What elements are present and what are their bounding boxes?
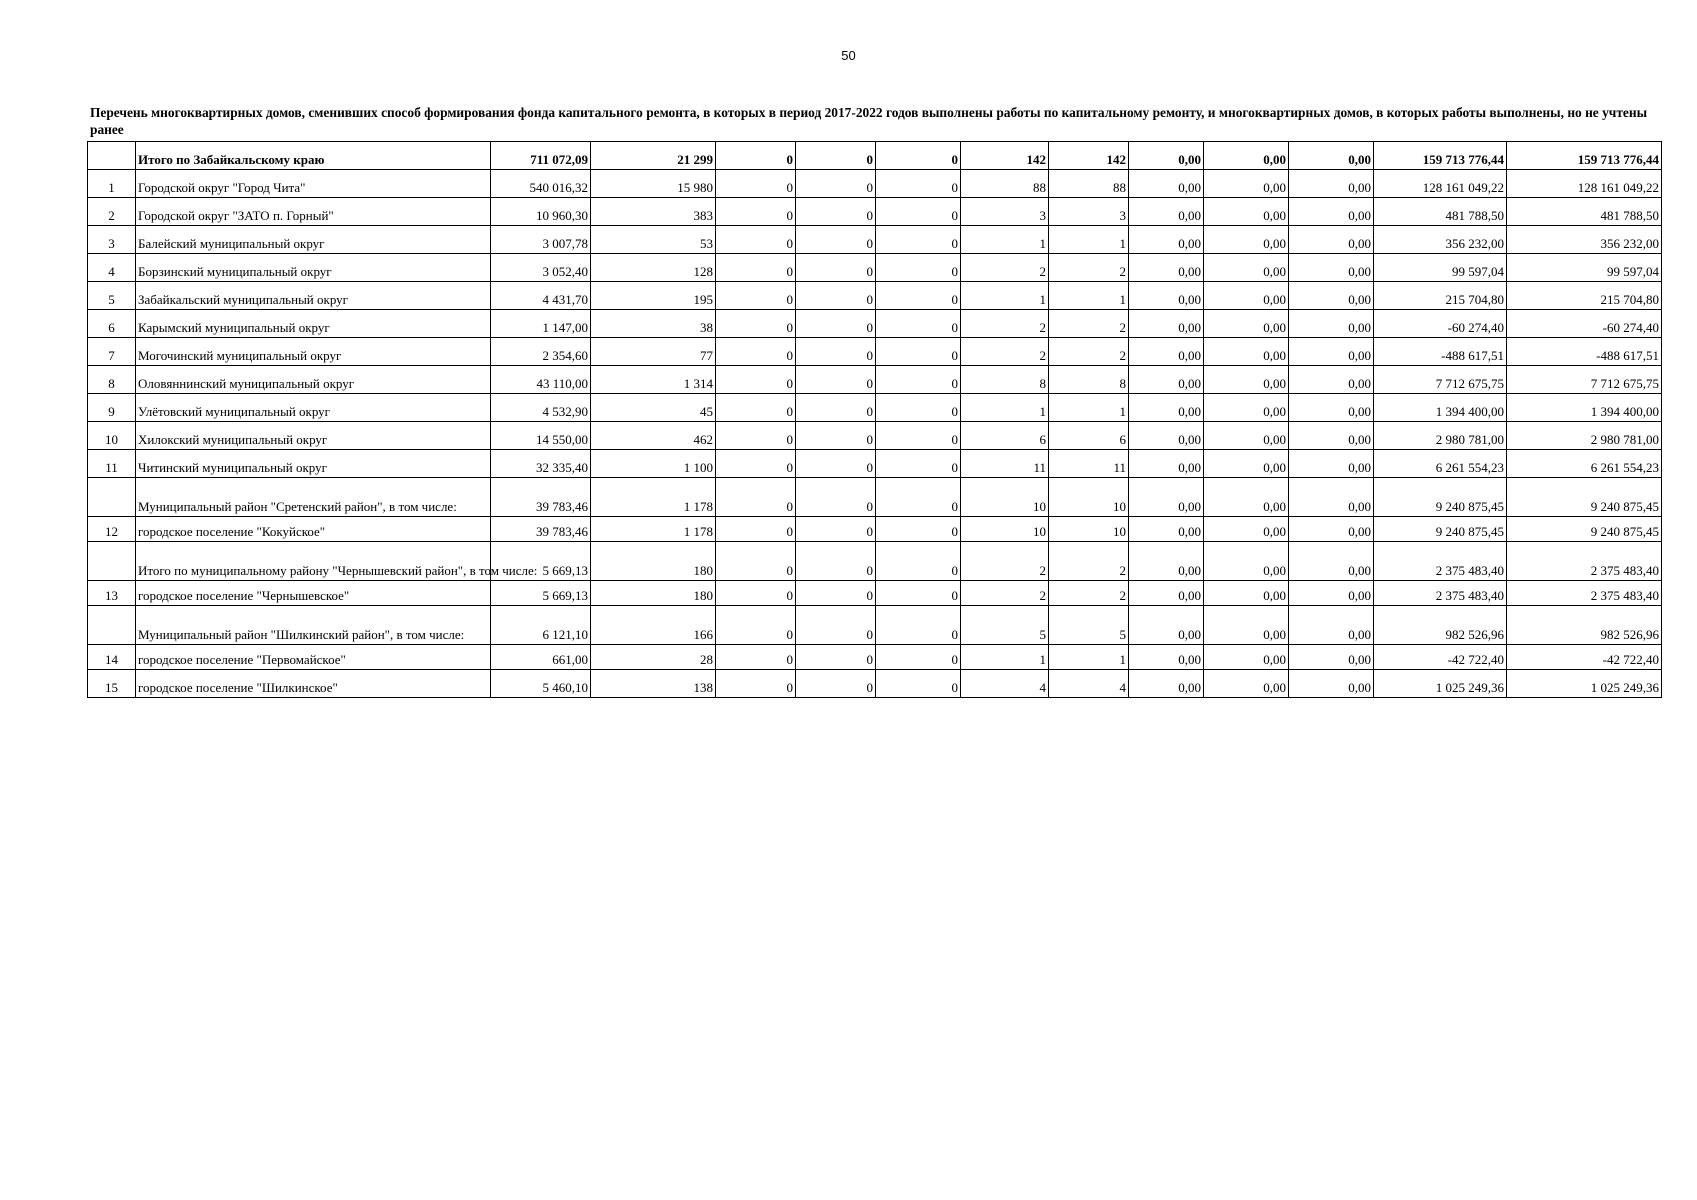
value-cell: 462 — [591, 422, 716, 450]
municipality-name-cell: городское поселение "Кокуйское" — [136, 517, 491, 542]
value-cell: 0 — [796, 422, 876, 450]
value-cell: 0,00 — [1289, 198, 1374, 226]
value-cell: 0,00 — [1129, 394, 1204, 422]
value-cell: 1 — [961, 226, 1049, 254]
value-cell: 0,00 — [1129, 254, 1204, 282]
value-cell: 128 — [591, 254, 716, 282]
value-cell: 0,00 — [1129, 170, 1204, 198]
value-cell: -488 617,51 — [1507, 338, 1662, 366]
value-cell: 0 — [876, 170, 961, 198]
row-number-cell: 6 — [88, 310, 136, 338]
value-cell: 5 460,10 — [491, 670, 591, 698]
value-cell: 0,00 — [1129, 422, 1204, 450]
value-cell: 1 178 — [591, 478, 716, 517]
value-cell: 0 — [876, 422, 961, 450]
municipality-name-cell: Оловяннинский муниципальный округ — [136, 366, 491, 394]
value-cell: 0,00 — [1129, 542, 1204, 581]
row-number-cell: 14 — [88, 645, 136, 670]
value-cell: 2 — [1049, 254, 1129, 282]
row-number-cell: 9 — [88, 394, 136, 422]
value-cell: 14 550,00 — [491, 422, 591, 450]
municipality-name-cell: Балейский муниципальный округ — [136, 226, 491, 254]
value-cell: 0,00 — [1129, 366, 1204, 394]
table-row — [88, 542, 1662, 581]
municipality-name-cell: городское поселение "Шилкинское" — [136, 670, 491, 698]
value-cell: 6 — [1049, 422, 1129, 450]
value-cell: 711 072,09 — [491, 142, 591, 170]
value-cell: 0 — [716, 338, 796, 366]
value-cell: 383 — [591, 198, 716, 226]
value-cell: 0,00 — [1129, 282, 1204, 310]
value-cell: 6 261 554,23 — [1374, 450, 1507, 478]
value-cell: 99 597,04 — [1507, 254, 1662, 282]
value-cell: 0 — [716, 581, 796, 606]
value-cell: 0,00 — [1204, 450, 1289, 478]
value-cell: 2 — [961, 310, 1049, 338]
value-cell: 1 394 400,00 — [1507, 394, 1662, 422]
value-cell: -42 722,40 — [1507, 645, 1662, 670]
value-cell: 0,00 — [1129, 645, 1204, 670]
value-cell: 0 — [716, 542, 796, 581]
value-cell: 3 — [1049, 198, 1129, 226]
value-cell: 10 — [961, 478, 1049, 517]
value-cell: 1 178 — [591, 517, 716, 542]
value-cell: 0 — [876, 542, 961, 581]
value-cell: 0,00 — [1289, 517, 1374, 542]
value-cell: 2 — [961, 542, 1049, 581]
value-cell: 0,00 — [1289, 606, 1374, 645]
value-cell: 32 335,40 — [491, 450, 591, 478]
houses-table — [87, 141, 1662, 698]
value-cell: 0 — [796, 394, 876, 422]
value-cell: 2 980 781,00 — [1374, 422, 1507, 450]
value-cell: 0,00 — [1204, 606, 1289, 645]
value-cell: 0,00 — [1129, 606, 1204, 645]
value-cell: 0 — [716, 198, 796, 226]
value-cell: 1 314 — [591, 366, 716, 394]
value-cell: 45 — [591, 394, 716, 422]
value-cell: 0,00 — [1289, 422, 1374, 450]
value-cell: 0,00 — [1129, 338, 1204, 366]
value-cell: 0 — [716, 226, 796, 254]
page-number: 50 — [841, 48, 856, 63]
value-cell: 0 — [716, 517, 796, 542]
value-cell: 2 375 483,40 — [1507, 542, 1662, 581]
value-cell: 2 354,60 — [491, 338, 591, 366]
value-cell: 11 — [1049, 450, 1129, 478]
table-row — [88, 450, 1662, 478]
value-cell: 0,00 — [1204, 670, 1289, 698]
value-cell: 9 240 875,45 — [1374, 478, 1507, 517]
value-cell: 0,00 — [1204, 310, 1289, 338]
value-cell: 0 — [796, 198, 876, 226]
value-cell: 540 016,32 — [491, 170, 591, 198]
value-cell: 0,00 — [1289, 581, 1374, 606]
value-cell: 2 — [1049, 338, 1129, 366]
value-cell: 8 — [961, 366, 1049, 394]
value-cell: 0,00 — [1204, 338, 1289, 366]
municipality-name-cell: городское поселение "Чернышевское" — [136, 581, 491, 606]
value-cell: 180 — [591, 581, 716, 606]
value-cell: 0,00 — [1204, 170, 1289, 198]
value-cell: 2 — [1049, 310, 1129, 338]
value-cell: 0 — [716, 422, 796, 450]
value-cell: 3 052,40 — [491, 254, 591, 282]
municipality-name-cell: Читинский муниципальный округ — [136, 450, 491, 478]
municipality-name-cell: Хилокский муниципальный округ — [136, 422, 491, 450]
municipality-name-cell: Городской округ "Город Чита" — [136, 170, 491, 198]
value-cell: 21 299 — [591, 142, 716, 170]
value-cell: 2 375 483,40 — [1507, 581, 1662, 606]
value-cell: 0 — [876, 226, 961, 254]
value-cell: 166 — [591, 606, 716, 645]
value-cell: 43 110,00 — [491, 366, 591, 394]
value-cell: 7 712 675,75 — [1507, 366, 1662, 394]
municipality-name-cell: Городской округ "ЗАТО п. Горный" — [136, 198, 491, 226]
value-cell: 88 — [961, 170, 1049, 198]
value-cell: 0 — [796, 450, 876, 478]
value-cell: 0,00 — [1289, 366, 1374, 394]
value-cell: 0 — [716, 254, 796, 282]
value-cell: 128 161 049,22 — [1374, 170, 1507, 198]
value-cell: 0,00 — [1204, 478, 1289, 517]
value-cell: 0 — [876, 450, 961, 478]
value-cell: 0,00 — [1204, 226, 1289, 254]
value-cell: 1 025 249,36 — [1374, 670, 1507, 698]
table-row — [88, 282, 1662, 310]
value-cell: 0 — [876, 366, 961, 394]
value-cell: 159 713 776,44 — [1374, 142, 1507, 170]
row-number-cell — [88, 478, 136, 517]
value-cell: 0,00 — [1289, 310, 1374, 338]
value-cell: 5 — [961, 606, 1049, 645]
value-cell: 0 — [796, 254, 876, 282]
table-row — [88, 338, 1662, 366]
value-cell: 0 — [716, 645, 796, 670]
value-cell: 8 — [1049, 366, 1129, 394]
value-cell: -60 274,40 — [1507, 310, 1662, 338]
value-cell: 0 — [876, 142, 961, 170]
value-cell: 0 — [796, 645, 876, 670]
value-cell: 0,00 — [1129, 517, 1204, 542]
value-cell: 0 — [876, 310, 961, 338]
value-cell: 0 — [876, 606, 961, 645]
value-cell: 0 — [716, 606, 796, 645]
value-cell: 0 — [876, 338, 961, 366]
municipality-name-cell: Улётовский муниципальный округ — [136, 394, 491, 422]
value-cell: 1 — [1049, 226, 1129, 254]
value-cell: 39 783,46 — [491, 478, 591, 517]
value-cell: 0 — [876, 282, 961, 310]
value-cell: 982 526,96 — [1374, 606, 1507, 645]
table-row — [88, 478, 1662, 517]
value-cell: 1 — [961, 282, 1049, 310]
value-cell: 28 — [591, 645, 716, 670]
value-cell: 4 — [1049, 670, 1129, 698]
value-cell: 0 — [796, 581, 876, 606]
value-cell: 88 — [1049, 170, 1129, 198]
table-total-row — [88, 142, 1662, 170]
table-row — [88, 517, 1662, 542]
value-cell: 0,00 — [1289, 542, 1374, 581]
value-cell: 0 — [876, 670, 961, 698]
value-cell: 215 704,80 — [1507, 282, 1662, 310]
value-cell: 11 — [961, 450, 1049, 478]
value-cell: 2 — [1049, 542, 1129, 581]
value-cell: 2 — [961, 254, 1049, 282]
value-cell: 0,00 — [1204, 282, 1289, 310]
value-cell: 5 669,13 — [491, 542, 591, 581]
value-cell: 0,00 — [1289, 394, 1374, 422]
value-cell: 0,00 — [1129, 310, 1204, 338]
value-cell: 2 — [961, 581, 1049, 606]
row-number-cell: 7 — [88, 338, 136, 366]
value-cell: 0,00 — [1204, 254, 1289, 282]
value-cell: 0,00 — [1204, 142, 1289, 170]
value-cell: 2 980 781,00 — [1507, 422, 1662, 450]
value-cell: 0,00 — [1129, 450, 1204, 478]
value-cell: -488 617,51 — [1374, 338, 1507, 366]
value-cell: 0,00 — [1289, 645, 1374, 670]
table-row — [88, 422, 1662, 450]
row-number-cell — [88, 542, 136, 581]
value-cell: 661,00 — [491, 645, 591, 670]
value-cell: 0,00 — [1129, 142, 1204, 170]
value-cell: 982 526,96 — [1507, 606, 1662, 645]
value-cell: 0 — [796, 478, 876, 517]
value-cell: 0,00 — [1204, 366, 1289, 394]
value-cell: 0 — [796, 366, 876, 394]
value-cell: 0,00 — [1129, 226, 1204, 254]
row-number-cell: 15 — [88, 670, 136, 698]
value-cell: 9 240 875,45 — [1507, 478, 1662, 517]
value-cell: 0,00 — [1289, 142, 1374, 170]
value-cell: 6 121,10 — [491, 606, 591, 645]
table-row — [88, 254, 1662, 282]
value-cell: 1 394 400,00 — [1374, 394, 1507, 422]
value-cell: 77 — [591, 338, 716, 366]
value-cell: 39 783,46 — [491, 517, 591, 542]
value-cell: 159 713 776,44 — [1507, 142, 1662, 170]
value-cell: 1 — [1049, 394, 1129, 422]
value-cell: 0,00 — [1289, 450, 1374, 478]
row-number-cell: 2 — [88, 198, 136, 226]
row-number-cell — [88, 606, 136, 645]
value-cell: 0,00 — [1289, 338, 1374, 366]
municipality-name-cell: Муниципальный район "Шилкинский район", в том числе: — [136, 606, 491, 645]
value-cell: 2 375 483,40 — [1374, 542, 1507, 581]
table-row — [88, 226, 1662, 254]
value-cell: 1 147,00 — [491, 310, 591, 338]
value-cell: -60 274,40 — [1374, 310, 1507, 338]
municipality-name-cell: Борзинский муниципальный округ — [136, 254, 491, 282]
value-cell: 142 — [1049, 142, 1129, 170]
row-number-cell: 12 — [88, 517, 136, 542]
value-cell: 53 — [591, 226, 716, 254]
value-cell: 195 — [591, 282, 716, 310]
row-number-cell: 13 — [88, 581, 136, 606]
row-number-cell: 11 — [88, 450, 136, 478]
value-cell: 0,00 — [1204, 394, 1289, 422]
value-cell: 0,00 — [1204, 542, 1289, 581]
row-number-cell: 4 — [88, 254, 136, 282]
value-cell: 0 — [716, 310, 796, 338]
value-cell: 0 — [716, 142, 796, 170]
value-cell: 7 712 675,75 — [1374, 366, 1507, 394]
value-cell: 1 025 249,36 — [1507, 670, 1662, 698]
value-cell: 5 — [1049, 606, 1129, 645]
value-cell: 0 — [796, 142, 876, 170]
row-number-cell: 1 — [88, 170, 136, 198]
value-cell: 3 — [961, 198, 1049, 226]
value-cell: 1 — [961, 645, 1049, 670]
value-cell: 0,00 — [1289, 170, 1374, 198]
value-cell: 0 — [716, 394, 796, 422]
value-cell: 0 — [716, 170, 796, 198]
value-cell: 0,00 — [1289, 478, 1374, 517]
value-cell: 0 — [876, 198, 961, 226]
row-number-cell: 8 — [88, 366, 136, 394]
value-cell: 356 232,00 — [1374, 226, 1507, 254]
value-cell: 0,00 — [1129, 198, 1204, 226]
municipality-name-cell: городское поселение "Первомайское" — [136, 645, 491, 670]
municipality-name-cell: Итого по муниципальному району "Чернышевский район", в том числе: — [136, 542, 491, 581]
table-row — [88, 170, 1662, 198]
value-cell: 0 — [796, 670, 876, 698]
table-row — [88, 310, 1662, 338]
value-cell: 180 — [591, 542, 716, 581]
value-cell: 356 232,00 — [1507, 226, 1662, 254]
value-cell: 2 — [961, 338, 1049, 366]
value-cell: 5 669,13 — [491, 581, 591, 606]
value-cell: 1 — [1049, 282, 1129, 310]
value-cell: 215 704,80 — [1374, 282, 1507, 310]
value-cell: 138 — [591, 670, 716, 698]
value-cell: 38 — [591, 310, 716, 338]
value-cell: 0 — [876, 581, 961, 606]
table-row — [88, 670, 1662, 698]
value-cell: 0,00 — [1289, 282, 1374, 310]
value-cell: 99 597,04 — [1374, 254, 1507, 282]
value-cell: 3 007,78 — [491, 226, 591, 254]
value-cell: 10 — [961, 517, 1049, 542]
value-cell: 4 431,70 — [491, 282, 591, 310]
value-cell: 1 — [961, 394, 1049, 422]
table-row — [88, 606, 1662, 645]
table-row — [88, 198, 1662, 226]
value-cell: 0,00 — [1129, 581, 1204, 606]
value-cell: 4 532,90 — [491, 394, 591, 422]
municipality-name-cell: Итого по Забайкальскому краю — [136, 142, 491, 170]
value-cell: -42 722,40 — [1374, 645, 1507, 670]
municipality-name-cell: Забайкальский муниципальный округ — [136, 282, 491, 310]
value-cell: 0 — [796, 517, 876, 542]
value-cell: 0 — [716, 670, 796, 698]
table-row — [88, 394, 1662, 422]
value-cell: 481 788,50 — [1374, 198, 1507, 226]
value-cell: 0,00 — [1204, 422, 1289, 450]
value-cell: 0 — [876, 645, 961, 670]
value-cell: 0 — [796, 170, 876, 198]
table-row — [88, 581, 1662, 606]
value-cell: 0 — [876, 517, 961, 542]
value-cell: 6 261 554,23 — [1507, 450, 1662, 478]
table-row — [88, 366, 1662, 394]
value-cell: 1 100 — [591, 450, 716, 478]
row-number-cell: 5 — [88, 282, 136, 310]
value-cell: 0,00 — [1204, 645, 1289, 670]
value-cell: 0,00 — [1204, 581, 1289, 606]
value-cell: 0,00 — [1129, 670, 1204, 698]
value-cell: 0 — [796, 606, 876, 645]
value-cell: 9 240 875,45 — [1374, 517, 1507, 542]
value-cell: 9 240 875,45 — [1507, 517, 1662, 542]
value-cell: 0,00 — [1289, 226, 1374, 254]
value-cell: 0 — [716, 450, 796, 478]
document-title: Перечень многоквартирных домов, сменивших способ формирования фонда капитального ремонта, в которых в период 2017-2022 годов выполнены работы по капитальному ремонту, и многоквартирных домов, в которых работы выполнены, но не учтены ранее — [90, 105, 1648, 137]
value-cell: 0,00 — [1289, 254, 1374, 282]
value-cell: 1 — [1049, 645, 1129, 670]
value-cell: 0 — [876, 254, 961, 282]
value-cell: 142 — [961, 142, 1049, 170]
municipality-name-cell: Муниципальный район "Сретенский район", в том числе: — [136, 478, 491, 517]
value-cell: 6 — [961, 422, 1049, 450]
value-cell: 0 — [876, 478, 961, 517]
value-cell: 4 — [961, 670, 1049, 698]
municipality-name-cell: Карымский муниципальный округ — [136, 310, 491, 338]
value-cell: 0 — [796, 542, 876, 581]
value-cell: 0 — [716, 478, 796, 517]
value-cell: 0 — [796, 226, 876, 254]
value-cell: 0,00 — [1204, 517, 1289, 542]
value-cell: 0,00 — [1204, 198, 1289, 226]
value-cell: 0 — [876, 394, 961, 422]
row-number-cell: 3 — [88, 226, 136, 254]
value-cell: 10 960,30 — [491, 198, 591, 226]
value-cell: 0 — [796, 282, 876, 310]
table-row — [88, 645, 1662, 670]
value-cell: 10 — [1049, 478, 1129, 517]
value-cell: 481 788,50 — [1507, 198, 1662, 226]
value-cell: 2 375 483,40 — [1374, 581, 1507, 606]
value-cell: 0,00 — [1129, 478, 1204, 517]
value-cell: 15 980 — [591, 170, 716, 198]
value-cell: 0 — [796, 310, 876, 338]
value-cell: 0 — [796, 338, 876, 366]
value-cell: 2 — [1049, 581, 1129, 606]
municipality-name-cell: Могочинский муниципальный округ — [136, 338, 491, 366]
value-cell: 0,00 — [1289, 670, 1374, 698]
row-number-cell — [88, 142, 136, 170]
value-cell: 0 — [716, 282, 796, 310]
row-number-cell: 10 — [88, 422, 136, 450]
value-cell: 128 161 049,22 — [1507, 170, 1662, 198]
value-cell: 10 — [1049, 517, 1129, 542]
value-cell: 0 — [716, 366, 796, 394]
